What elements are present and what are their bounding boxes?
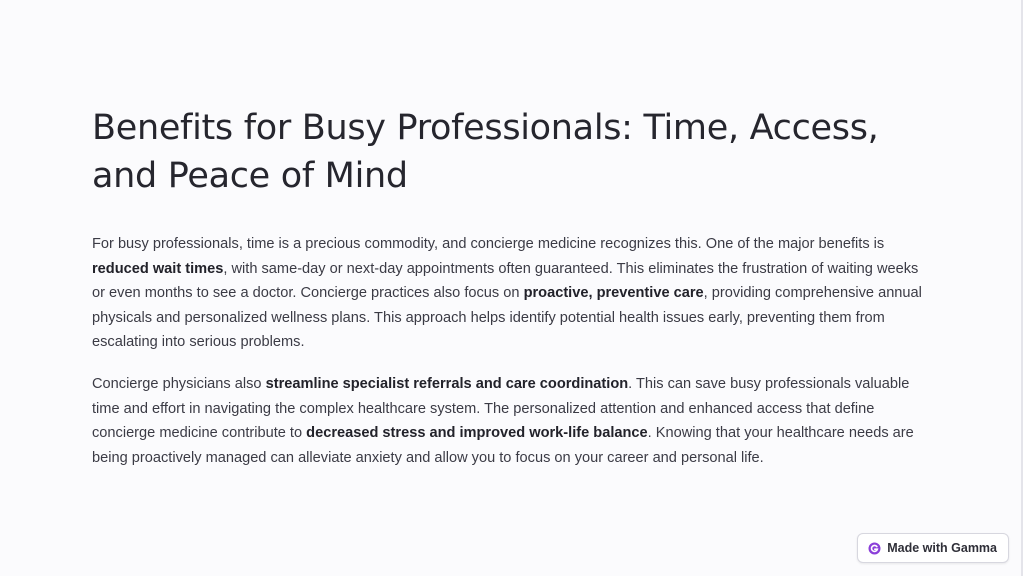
paragraph-1-text: , with same-day or next-day appointments often guaranteed. This eliminates the frustration of waiting weeks or even months to see a doctor. Concierge practices also focus on: [92, 260, 919, 301]
slide-title: Benefits for Busy Professionals: Time, Access, and Peace of Mind: [92, 108, 879, 196]
paragraph-1-text: For busy professionals, time is a precious commodity, and concierge medicine recognizes this. One of the major benefits is: [92, 236, 885, 252]
paragraph-2-emphasis: streamline specialist referrals and care coordination: [265, 376, 629, 392]
paragraph-2-text: . This can save busy professionals valuable time and effort in navigating the complex healthcare system. The personalized attention and enhanced access that define concierge medicine contribute to: [92, 376, 910, 441]
gamma-logo-icon: [868, 542, 881, 555]
made-with-gamma-button[interactable]: [857, 533, 1009, 563]
paragraph-1-emphasis: proactive, preventive care: [523, 285, 704, 301]
paragraph-1-text: , providing comprehensive annual physicals and personalized wellness plans. This approach helps identify potential health issues early, preventing them from escalating into serious problems.: [92, 285, 922, 350]
body-paragraph-1: [92, 232, 934, 355]
body-paragraph-2: [92, 372, 934, 470]
paragraph-2-text: Concierge physicians also: [92, 376, 266, 392]
paragraph-2-text: . Knowing that your healthcare needs are being proactively managed can alleviate anxiety and allow you to focus on your career and personal life.: [92, 425, 914, 466]
paragraph-1-emphasis: reduced wait times: [92, 260, 224, 277]
badge-label: Made with Gamma: [887, 541, 997, 555]
paragraph-2-emphasis: decreased stress and improved work-life balance: [306, 425, 648, 441]
